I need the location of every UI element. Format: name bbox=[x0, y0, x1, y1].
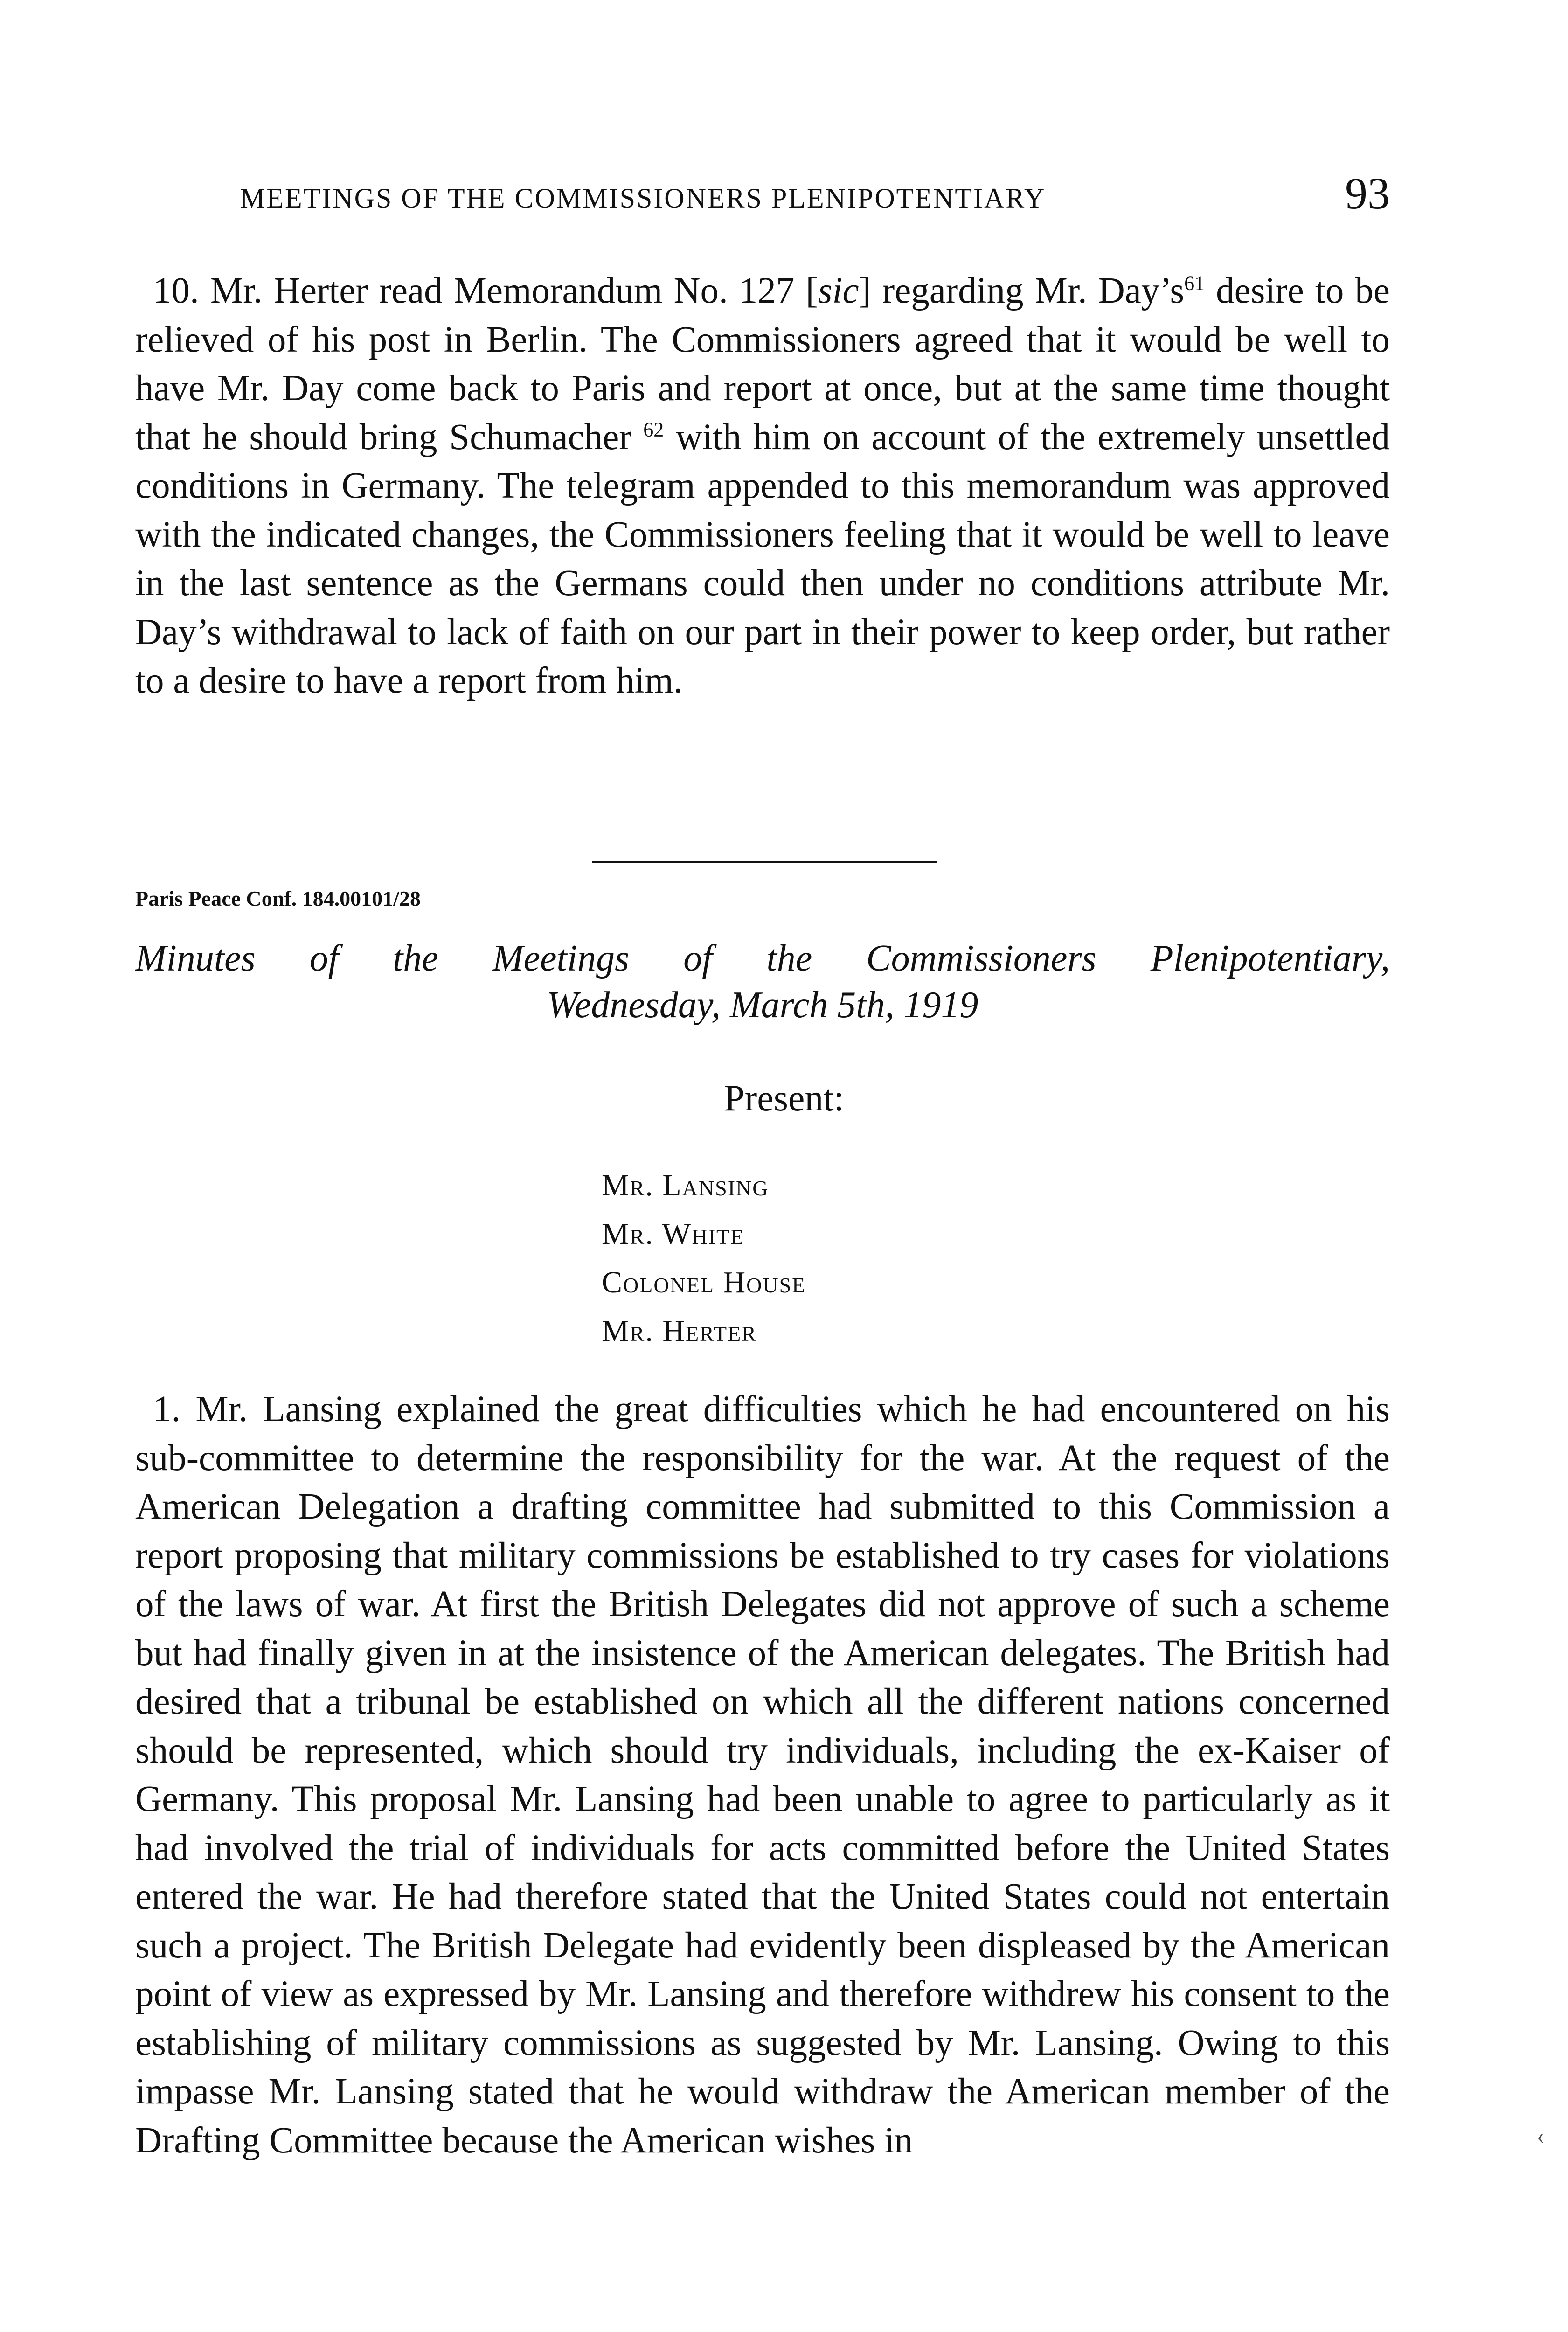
page-number: 93 bbox=[1345, 168, 1390, 218]
footnote-ref-61[interactable]: 61 bbox=[1184, 271, 1205, 295]
running-title: MEETINGS OF THE COMMISSIONERS PLENIPOTENTIARY bbox=[240, 183, 1046, 214]
attendee: Mr. Lansing bbox=[602, 1168, 769, 1202]
para-10-text: 10. Mr. Herter read Memorandum No. 127 [ bbox=[153, 271, 818, 311]
sic-note: sic bbox=[818, 271, 859, 311]
para-10-text: ] regarding Mr. Day’s bbox=[859, 271, 1185, 311]
para-10-text: desire to be relieved of his post in Berlin. The Commissioners agreed that it would be well to have Mr. Day come back to Paris and report at once, but at the same time thought that he should bring Schumacher bbox=[135, 271, 1390, 458]
running-header bbox=[135, 168, 1390, 219]
attendee: Colonel House bbox=[602, 1265, 806, 1299]
attendee: Mr. White bbox=[602, 1217, 745, 1251]
section-divider bbox=[592, 861, 937, 863]
present-label: Present: bbox=[724, 1078, 844, 1119]
file-reference: Paris Peace Conf. 184.00101/28 bbox=[135, 887, 421, 910]
margin-mark: ‹ bbox=[1537, 2123, 1545, 2149]
document-title-line-2: Wednesday, March 5th, 1919 bbox=[547, 985, 978, 1026]
document-title bbox=[135, 935, 1390, 1028]
document-title-line-1: Minutes of the Meetings of the Commissioners Plenipotentiary, bbox=[135, 938, 1390, 979]
paragraph-10 bbox=[135, 267, 1390, 706]
para-10-text: with him on account of the extremely unsettled conditions in Germany. The telegram appended to this memorandum was approved with the indicated changes, the Commissioners feeling that it would be well to leave in the last sentence as the Germans could then under no conditions attribute Mr. Day’s withdrawal to lack of faith on our part in their power to keep order, but rather to a desire to have a report from him. bbox=[135, 416, 1390, 701]
paragraph-1: 1. Mr. Lansing explained the great difficulties which he had encountered on his sub-committee to determine the responsibility for the war. At the request of the American Delegation a drafting committee had submitted to this Commission a report proposing that military commissions be established to try cases for violations of the laws of war. At first the British Delegates did not approve of such a scheme but had finally given in at the insistence of the American delegates. The British had desired that a tribunal be established on which all the different nations concerned should be represented, which should try individuals, including the ex-Kaiser of Germany. This proposal Mr. Lansing had been unable to agree to particularly as it had involved the trial of individuals for acts committed before the United States entered the war. He had therefore stated that the United States could not entertain such a project. The British Delegate had evidently been displeased by the American point of view as expressed by Mr. Lansing and therefore withdrew his consent to the establishing of military commissions as suggested by Mr. Lansing. Owing to this impasse Mr. Lansing stated that he would withdraw the American member of the Drafting Committee because the American wishes in bbox=[135, 1389, 1390, 2161]
attendee-list bbox=[602, 1161, 806, 1355]
attendee: Mr. Herter bbox=[602, 1314, 757, 1348]
footnote-ref-62[interactable]: 62 bbox=[643, 418, 664, 441]
